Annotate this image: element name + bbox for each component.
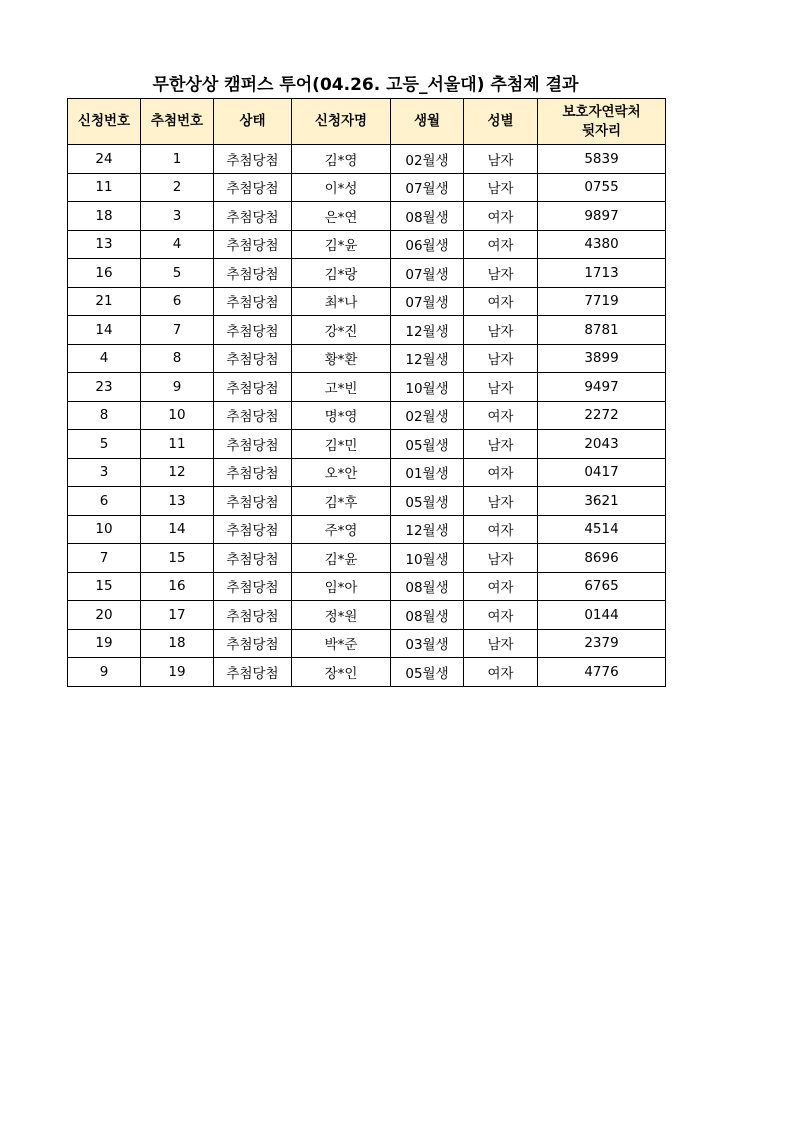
cell-app-no: 8 xyxy=(68,401,141,430)
cell-name: 김*후 xyxy=(292,487,391,516)
cell-draw-no: 5 xyxy=(141,259,214,288)
cell-name: 김*랑 xyxy=(292,259,391,288)
page-title: 무한상상 캠퍼스 투어(04.26. 고등_서울대) 추첨제 결과 xyxy=(152,75,579,95)
cell-gender: 남자 xyxy=(464,316,538,345)
cell-birth-month: 12월생 xyxy=(391,316,464,345)
cell-draw-no: 14 xyxy=(141,515,214,544)
cell-gender: 남자 xyxy=(464,373,538,402)
cell-draw-no: 3 xyxy=(141,202,214,231)
cell-draw-no: 6 xyxy=(141,287,214,316)
cell-status: 추첨당첨 xyxy=(214,430,292,459)
cell-guardian-phone: 2272 xyxy=(538,401,666,430)
table-row xyxy=(68,544,666,573)
cell-birth-month: 02월생 xyxy=(391,401,464,430)
cell-birth-month: 08월생 xyxy=(391,202,464,231)
cell-birth-month: 05월생 xyxy=(391,658,464,687)
cell-guardian-phone: 0755 xyxy=(538,173,666,202)
cell-name: 황*환 xyxy=(292,344,391,373)
cell-birth-month: 06월생 xyxy=(391,230,464,259)
table-row xyxy=(68,230,666,259)
cell-gender: 남자 xyxy=(464,430,538,459)
cell-gender: 남자 xyxy=(464,487,538,516)
cell-app-no: 9 xyxy=(68,658,141,687)
cell-app-no: 10 xyxy=(68,515,141,544)
cell-status: 추첨당첨 xyxy=(214,572,292,601)
cell-guardian-phone: 3899 xyxy=(538,344,666,373)
cell-birth-month: 07월생 xyxy=(391,259,464,288)
cell-name: 이*성 xyxy=(292,173,391,202)
cell-status: 추첨당첨 xyxy=(214,658,292,687)
cell-gender: 여자 xyxy=(464,401,538,430)
cell-gender: 여자 xyxy=(464,658,538,687)
cell-status: 추첨당첨 xyxy=(214,544,292,573)
cell-status: 추첨당첨 xyxy=(214,401,292,430)
cell-name: 최*나 xyxy=(292,287,391,316)
cell-name: 김*윤 xyxy=(292,544,391,573)
cell-app-no: 20 xyxy=(68,601,141,630)
cell-name: 주*영 xyxy=(292,515,391,544)
cell-app-no: 16 xyxy=(68,259,141,288)
cell-draw-no: 4 xyxy=(141,230,214,259)
header-draw-no: 추첨번호 xyxy=(141,99,214,145)
cell-gender: 여자 xyxy=(464,515,538,544)
cell-status: 추첨당첨 xyxy=(214,202,292,231)
cell-gender: 여자 xyxy=(464,572,538,601)
cell-name: 명*영 xyxy=(292,401,391,430)
cell-name: 오*안 xyxy=(292,458,391,487)
cell-status: 추첨당첨 xyxy=(214,259,292,288)
cell-draw-no: 9 xyxy=(141,373,214,402)
cell-birth-month: 12월생 xyxy=(391,344,464,373)
cell-app-no: 11 xyxy=(68,173,141,202)
cell-status: 추첨당첨 xyxy=(214,173,292,202)
table-row xyxy=(68,515,666,544)
table-row xyxy=(68,487,666,516)
cell-guardian-phone: 4380 xyxy=(538,230,666,259)
table-row xyxy=(68,202,666,231)
cell-app-no: 14 xyxy=(68,316,141,345)
table-row xyxy=(68,458,666,487)
cell-app-no: 5 xyxy=(68,430,141,459)
cell-gender: 여자 xyxy=(464,230,538,259)
results-body xyxy=(68,145,666,687)
cell-birth-month: 10월생 xyxy=(391,544,464,573)
cell-guardian-phone: 9497 xyxy=(538,373,666,402)
results-table xyxy=(67,98,666,687)
cell-name: 장*인 xyxy=(292,658,391,687)
cell-name: 임*아 xyxy=(292,572,391,601)
cell-app-no: 19 xyxy=(68,629,141,658)
cell-gender: 여자 xyxy=(464,202,538,231)
cell-draw-no: 2 xyxy=(141,173,214,202)
cell-birth-month: 10월생 xyxy=(391,373,464,402)
cell-draw-no: 18 xyxy=(141,629,214,658)
table-row xyxy=(68,259,666,288)
cell-status: 추첨당첨 xyxy=(214,230,292,259)
header-app-no: 신청번호 xyxy=(68,99,141,145)
cell-draw-no: 7 xyxy=(141,316,214,345)
cell-birth-month: 01월생 xyxy=(391,458,464,487)
cell-draw-no: 15 xyxy=(141,544,214,573)
cell-draw-no: 8 xyxy=(141,344,214,373)
cell-name: 박*준 xyxy=(292,629,391,658)
cell-guardian-phone: 2043 xyxy=(538,430,666,459)
cell-birth-month: 03월생 xyxy=(391,629,464,658)
cell-gender: 남자 xyxy=(464,629,538,658)
cell-gender: 여자 xyxy=(464,601,538,630)
cell-guardian-phone: 1713 xyxy=(538,259,666,288)
cell-birth-month: 05월생 xyxy=(391,430,464,459)
header-name: 신청자명 xyxy=(292,99,391,145)
cell-guardian-phone: 4776 xyxy=(538,658,666,687)
header-row xyxy=(68,99,666,145)
table-row xyxy=(68,373,666,402)
cell-draw-no: 16 xyxy=(141,572,214,601)
cell-app-no: 18 xyxy=(68,202,141,231)
cell-name: 강*진 xyxy=(292,316,391,345)
table-row xyxy=(68,401,666,430)
cell-app-no: 15 xyxy=(68,572,141,601)
table-row xyxy=(68,430,666,459)
cell-guardian-phone: 3621 xyxy=(538,487,666,516)
cell-draw-no: 10 xyxy=(141,401,214,430)
table-row xyxy=(68,344,666,373)
cell-guardian-phone: 0417 xyxy=(538,458,666,487)
cell-app-no: 7 xyxy=(68,544,141,573)
cell-name: 김*영 xyxy=(292,145,391,174)
table-row xyxy=(68,145,666,174)
cell-name: 김*민 xyxy=(292,430,391,459)
cell-birth-month: 02월생 xyxy=(391,145,464,174)
header-status: 상태 xyxy=(214,99,292,145)
header-birth-month: 생월 xyxy=(391,99,464,145)
cell-draw-no: 1 xyxy=(141,145,214,174)
header-gender: 성별 xyxy=(464,99,538,145)
cell-status: 추첨당첨 xyxy=(214,601,292,630)
cell-app-no: 13 xyxy=(68,230,141,259)
cell-status: 추첨당첨 xyxy=(214,287,292,316)
table-row xyxy=(68,287,666,316)
cell-draw-no: 12 xyxy=(141,458,214,487)
cell-status: 추첨당첨 xyxy=(214,344,292,373)
table-row xyxy=(68,572,666,601)
cell-gender: 남자 xyxy=(464,544,538,573)
cell-guardian-phone: 8696 xyxy=(538,544,666,573)
cell-status: 추첨당첨 xyxy=(214,515,292,544)
cell-birth-month: 12월생 xyxy=(391,515,464,544)
cell-guardian-phone: 2379 xyxy=(538,629,666,658)
cell-guardian-phone: 7719 xyxy=(538,287,666,316)
header-guardian-phone xyxy=(538,99,666,145)
cell-draw-no: 19 xyxy=(141,658,214,687)
cell-app-no: 21 xyxy=(68,287,141,316)
cell-gender: 남자 xyxy=(464,344,538,373)
cell-status: 추첨당첨 xyxy=(214,487,292,516)
cell-name: 은*연 xyxy=(292,202,391,231)
cell-birth-month: 07월생 xyxy=(391,287,464,316)
cell-guardian-phone: 5839 xyxy=(538,145,666,174)
cell-draw-no: 17 xyxy=(141,601,214,630)
cell-gender: 남자 xyxy=(464,145,538,174)
cell-app-no: 24 xyxy=(68,145,141,174)
cell-status: 추첨당첨 xyxy=(214,458,292,487)
cell-gender: 남자 xyxy=(464,173,538,202)
header-guardian-line2: 뒷자리 xyxy=(581,122,622,139)
cell-birth-month: 08월생 xyxy=(391,572,464,601)
table-row xyxy=(68,601,666,630)
cell-name: 김*윤 xyxy=(292,230,391,259)
cell-app-no: 3 xyxy=(68,458,141,487)
cell-birth-month: 08월생 xyxy=(391,601,464,630)
table-row xyxy=(68,658,666,687)
cell-guardian-phone: 4514 xyxy=(538,515,666,544)
cell-gender: 여자 xyxy=(464,458,538,487)
cell-birth-month: 05월생 xyxy=(391,487,464,516)
cell-status: 추첨당첨 xyxy=(214,373,292,402)
cell-status: 추첨당첨 xyxy=(214,316,292,345)
cell-app-no: 4 xyxy=(68,344,141,373)
cell-guardian-phone: 0144 xyxy=(538,601,666,630)
cell-birth-month: 07월생 xyxy=(391,173,464,202)
cell-guardian-phone: 8781 xyxy=(538,316,666,345)
cell-app-no: 23 xyxy=(68,373,141,402)
table-row xyxy=(68,629,666,658)
header-guardian-line1: 보호자연락처 xyxy=(562,103,641,120)
cell-gender: 여자 xyxy=(464,287,538,316)
cell-name: 정*원 xyxy=(292,601,391,630)
cell-app-no: 6 xyxy=(68,487,141,516)
cell-name: 고*빈 xyxy=(292,373,391,402)
cell-guardian-phone: 6765 xyxy=(538,572,666,601)
cell-status: 추첨당첨 xyxy=(214,629,292,658)
cell-draw-no: 11 xyxy=(141,430,214,459)
cell-gender: 남자 xyxy=(464,259,538,288)
table-row xyxy=(68,173,666,202)
cell-draw-no: 13 xyxy=(141,487,214,516)
cell-status: 추첨당첨 xyxy=(214,145,292,174)
table-row xyxy=(68,316,666,345)
cell-guardian-phone: 9897 xyxy=(538,202,666,231)
